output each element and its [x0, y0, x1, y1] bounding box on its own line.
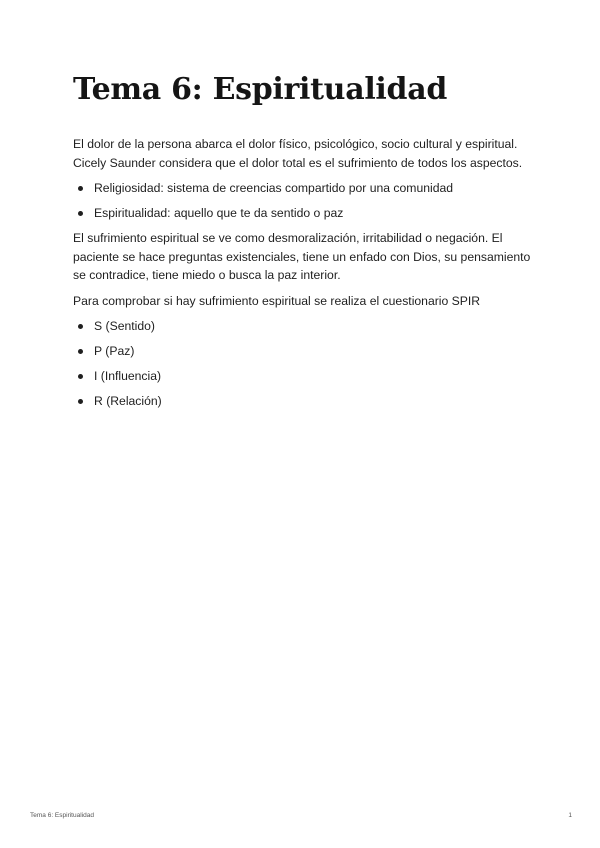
footer-title: Tema 6: Espiritualidad [30, 812, 94, 819]
list-item: R (Relación) [73, 392, 533, 411]
list-item: I (Influencia) [73, 367, 533, 386]
document-body [73, 135, 533, 417]
paragraph-sufrimiento-espiritual: El sufrimiento espiritual se ve como desmoralización, irritabilidad o negación. El paciente se hace preguntas existenciales, tiene un enfado con Dios, su pensamiento se contradice, tiene miedo o busca la paz interior. [73, 231, 531, 282]
page-title: Tema 6: Espiritualidad [73, 72, 448, 107]
paragraph-dolor-total: El dolor de la persona abarca el dolor físico, psicológico, socio cultural y espiritual. Cicely Saunder considera que el dolor total es el sufrimiento de todos los aspectos. [73, 137, 523, 170]
bullet-list-definitions [73, 179, 533, 223]
list-item: Religiosidad: sistema de creencias compartido por una comunidad [73, 179, 533, 198]
bullet-list-spir [73, 317, 533, 411]
list-item: S (Sentido) [73, 317, 533, 336]
page-number: 1 [568, 812, 572, 819]
list-item: Espiritualidad: aquello que te da sentido o paz [73, 204, 533, 223]
paragraph-cuestionario-spir: Para comprobar si hay sufrimiento espiritual se realiza el cuestionario SPIR [73, 293, 481, 308]
list-item: P (Paz) [73, 342, 533, 361]
